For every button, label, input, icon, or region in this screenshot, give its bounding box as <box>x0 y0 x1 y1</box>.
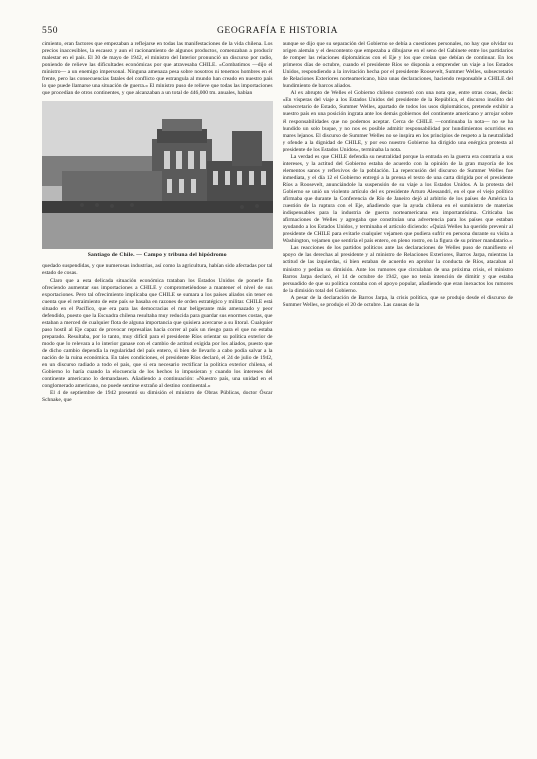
paragraph: quedado suspendidas, y que numerosas industrias, así como la agricultura, habían sido afectadas por tal estado de cosas. <box>42 263 273 277</box>
paragraph: Claro que a esta delicada situación económica trataban los Estados Unidos de ponerle fin ofreciendo aumentar sus importaciones a CHILE y comprometiéndose a mantener el nivel de sus exportaciones. Pero tal ofrecimiento implicaba que CHILE se sumara a los países aliados sin tener en cuenta que el retraimiento de este país se basaba en razones de orden estratégico y militar. CHILE está situado en el Pacífico, que era para las democracias el mar beligerante más amenazado y peor defendido, puesto que la Escuadra chilena resultaba muy reducida para guardar sus enormes costas, que estaban a merced de cualquier flota de alguna importancia que quisiera acercarse a su litoral. Cualquier paso hostil al Eje capaz de provocar represalias hacía correr al país un riesgo para el que no estaba preparado. Resultaba, por lo tanto, muy difícil para el presidente Ríos orientar su política exterior de modo que lo relevara a lo interior ganase con el cambio de actitud exigida por los aliados, puesto que de dicho cambio dependía la regularidad del país entero, si bien de llevarlo a cabo podía salvar a la nación de la ruina económica. En tales condiciones, el presidente Ríos declaró, el 24 de julio de 1942, en un discurso radiado a todo el país, que si era necesario rectificar la política exterior chilena, el Gobierno lo haría cuando la elocuencia de los hechos lo impusieran y cuando los intereses del continente americano lo demandasen. Añadiendo a continuación: «Nuestro país, una unidad en el conglomerado americano, no puede sentirse extraño al destino continental.» <box>42 277 273 390</box>
paragraph: La verdad es que CHILE defendía su neutralidad porque la entrada en la guerra era contraria a sus intereses, y la actitud del Gobierno estaba de acuerdo con la opinión de la gran mayoría de los elementos sanos y reflexivos de la población. La repercusión del discurso de Summer Welles fue inmediata, y el día 12 el Gobierno entregó a la prensa el texto de una carta dirigida por el presidente Ríos a Roosevelt, anunciándole la suspensión de su viaje a los Estados Unidos. A la protesta del Gobierno se unió un violento artículo del ex presidente Arturo Alessandri, en el que el viejo político afirmaba que durante la Conferencia de Río de Janeiro dejó al arbitrio de los países de América la cuestión de la ruptura con el Eje, añadiendo que la ayuda chilena en el suministro de materias indispensables para la industria de guerra norteamericana era importantísima. Criticaba las afirmaciones de Welles y agregaba que constituían una advertencia para los países que estaban ayudando a los Estados Unidos, y terminaba el artículo diciendo: «Quizá Welles ha querido prevenir al presidente de CHILE para evitarle cualquier vejamen que pudiera sufrir en persona durante su visita a Washington, vejamen que sentiría el país entero, en pleno rostro, en la figura de su primer mandatario.» <box>282 153 513 245</box>
figure <box>42 101 273 259</box>
running-header <box>42 26 513 36</box>
running-title: GEOGRAFÍA E HISTORIA <box>216 26 339 36</box>
figure-caption: Santiago de Chile. — Campo y tribuna del hipódromo <box>87 252 227 259</box>
left-column <box>42 41 273 736</box>
paragraph: El 4 de septiembre de 1942 presentó su dimisión el ministro de Obras Públicas, doctor Óscar Schnake, que <box>42 390 273 404</box>
paragraph: aunque se dijo que su separación del Gobierno se debía a cuestiones personales, no hay que olvidar su origen alemán y el descontento que empezaba a dibujarse en el seno del Gabinete entre los partidarios de romper las relaciones diplomáticas con el Eje y los que creían que debían de continuar. En los primeros días de octubre, cuando el presidente Ríos se disponía a emprender un viaje a los Estados Unidos, respondiendo a la invitación hecha por el presidente Roosevelt, Summer Welles, subsecretario de Relaciones Exteriores norteamericano, hizo unas declaraciones, haciendo responsable a CHILE del hundimiento de barcos aliados. <box>282 41 513 90</box>
text-columns <box>42 41 513 736</box>
paragraph: Al ex abrupto de Welles el Gobierno chileno contestó con una nota que, entre otras cosas, decía: «En vísperas del viaje a los Estados Unidos del presidente de la República, el discurso insólito del subsecretario de Estado, Summer Welles, apartado de todos los usos diplomáticos, pretende exhibir a nuestro país en una posición ingrata ante los demás gobiernos del continente americano y arrojar sobre él responsabilidades que no podemos aceptar. Cerca de CHILE —continuaba la nota— no se ha hundido un solo buque, y no nos es posible admitir responsabilidad por hundimientos ocurridos en mares lejanos. El discurso de Summer Welles no se inspira en los principios de respeto a la neutralidad y ofende a la dignidad de CHILE, y por eso nuestro Gobierno ha dirigido una enérgica protesta al presidente de los Estados Unidos», terminaba la nota. <box>282 90 513 153</box>
page-number: 550 <box>42 26 59 36</box>
paragraph: cimiento, eran factores que empezaban a reflejarse en todas las manifestaciones de la vida chilena. Los precios inaccesibles, la escasez y aun el racionamiento de algunos productos, comenzaban a producir malestar en el país. El 30 de mayo de 1942, el ministro del Interior pronunció un discurso por radio, poniendo de relieve las dificultades económicas por que atravesaba CHILE. «Combatimos —dijo el ministro— a un enemigo impersonal. Ninguna amenaza pesa sobre nosotros ni tenemos hombres en el frente, pero las consecuencias fatales del conflicto que estrangula al mundo han creado en nuestro país lo que puede llamarse una situación de guerra.» El ministro puso de relieve que todas las importaciones que procedían de otros continentes, y que alcanzaban a un total de 446,000 tm. anuales, habían <box>42 41 273 97</box>
racecourse-grandstand-photo <box>42 101 273 249</box>
paragraph: Las reacciones de los partidos políticos ante las declaraciones de Welles puso de manifiesto el apoyo de las derechas al presidente y al ministro de Relaciones Exteriores, Barros Jarpa, mientras la actitud de las izquierdas, si bien estaban de acuerdo en aprobar la conducta de Ríos, atacaban al ministro y pedían su dimisión. Ante los rumores que circulaban de una próxima crisis, el ministro Barros Jarpa declaró, el 14 de octubre de 1942, que no tenía intención de dimitir y que estaba persuadido de que su política contaba con el apoyo popular, añadiendo que eran inexactos los rumores de la dimisión total del Gobierno. <box>282 245 513 294</box>
paragraph: A pesar de la declaración de Barros Jarpa, la crisis política, que se produjo desde el discurso de Summer Welles, se produjo el 20 de octubre. Las causas de la <box>282 294 513 308</box>
right-column <box>283 41 514 736</box>
